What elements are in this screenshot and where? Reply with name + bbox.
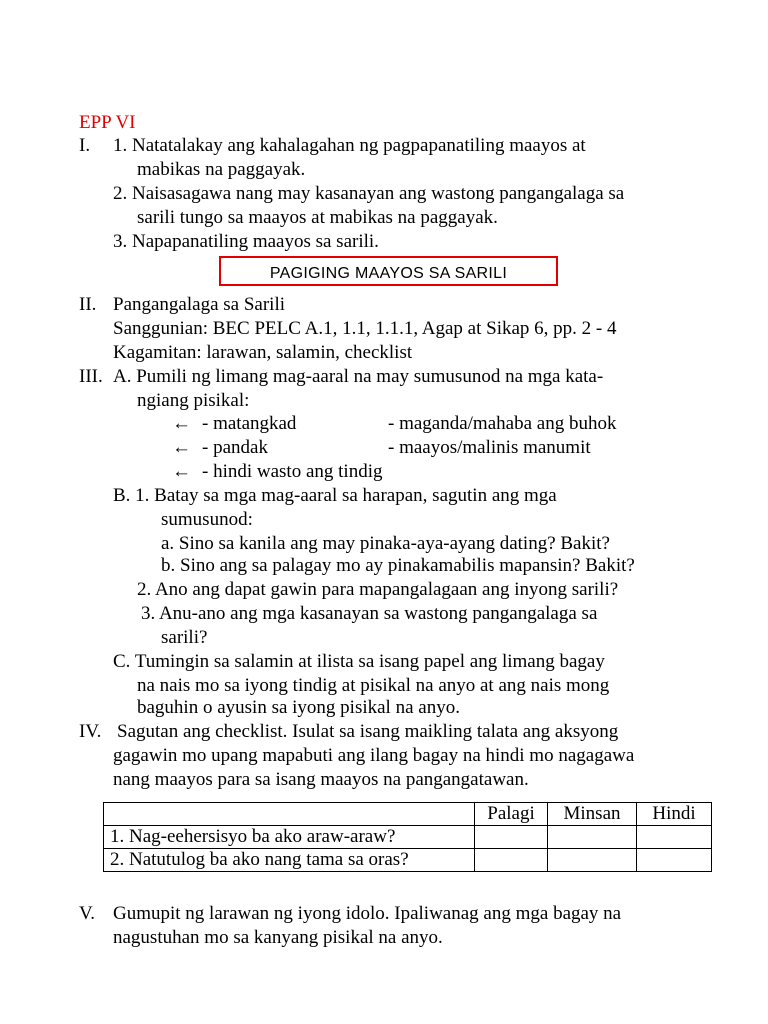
checklist-answer-cell[interactable] <box>637 826 712 849</box>
activity-c-line-2: na nais mo sa iyong tindig at pisikal na anyo at ang nais mong <box>137 675 610 696</box>
table-header-cell <box>104 803 475 826</box>
table-header-cell: Minsan <box>548 803 637 826</box>
trait-beautiful-hair: - maganda/mahaba ang buhok <box>388 413 617 434</box>
objective-3: 3. Napapanatiling maayos sa sarili. <box>113 231 379 252</box>
table-cell: 1. Nag-eehersisyo ba ako araw-araw? <box>104 826 475 849</box>
activity-c-line-3: baguhin o ayusin sa iyong pisikal na anyo. <box>137 697 460 718</box>
checklist-answer-cell[interactable] <box>548 849 637 872</box>
objective-2-line-2: sarili tungo sa maayos at mabikas na paggayak. <box>137 207 498 228</box>
arrow-left-icon: ← <box>172 437 191 458</box>
question-b3-line-1: 3. Anu-ano ang mga kasanayan sa wastong pangangalaga sa <box>141 603 598 624</box>
table-header-row <box>104 803 712 826</box>
trait-tall: - matangkad <box>202 413 297 434</box>
subject-title: EPP VI <box>79 112 136 133</box>
checklist-answer-cell[interactable] <box>475 849 548 872</box>
table-row <box>104 826 712 849</box>
question-b3-line-2: sarili? <box>161 627 208 648</box>
checklist-answer-cell[interactable] <box>475 826 548 849</box>
materials: Kagamitan: larawan, salamin, checklist <box>113 342 413 363</box>
activity-a-line-1: A. Pumili ng limang mag-aaral na may sumusunod na mga kata- <box>113 366 604 387</box>
section-v-numeral: V. <box>79 903 96 924</box>
checklist-table <box>103 802 712 872</box>
section-ii-numeral: II. <box>79 294 97 315</box>
section-i-numeral: I. <box>79 135 91 156</box>
references: Sanggunian: BEC PELC A.1, 1.1, 1.1.1, Agap at Sikap 6, pp. 2 - 4 <box>113 318 617 339</box>
arrow-left-icon: ← <box>172 461 191 482</box>
activity-c-line-1: C. Tumingin sa salamin at ilista sa isang papel ang limang bagay <box>113 651 605 672</box>
activity-a-line-2: ngiang pisikal: <box>137 390 250 411</box>
table-row <box>104 849 712 872</box>
objective-1-line-1: 1. Natatalakay ang kahalagahan ng pagpapanatiling maayos at <box>113 135 586 156</box>
table-cell: 2. Natutulog ba ako nang tama sa oras? <box>104 849 475 872</box>
question-b1b: b. Sino ang sa palagay mo ay pinakamabilis mapansin? Bakit? <box>161 555 635 576</box>
question-b2: 2. Ano ang dapat gawin para mapangalagaan ang inyong sarili? <box>137 579 619 600</box>
objective-2-line-1: 2. Naisasagawa nang may kasanayan ang wastong pangangalaga sa <box>113 183 625 204</box>
checklist-answer-cell[interactable] <box>548 826 637 849</box>
trait-neat-dresser: - maayos/malinis manumit <box>388 437 591 458</box>
objective-1-line-2: mabikas na paggayak. <box>137 159 306 180</box>
section-iii-numeral: III. <box>79 366 103 387</box>
subject-matter: Pangangalaga sa Sarili <box>113 294 286 315</box>
activity-b1-line-2: sumusunod: <box>161 509 253 530</box>
assignment-line-1: Gumupit ng larawan ng iyong idolo. Ipaliwanag ang mga bagay na <box>113 903 622 924</box>
lesson-title-box <box>219 256 558 286</box>
assignment-line-2: nagustuhan mo sa kanyang pisikal na anyo. <box>113 927 443 948</box>
lesson-title: PAGIGING MAAYOS SA SARILI <box>269 265 508 282</box>
section-iv-numeral: IV. <box>79 721 102 742</box>
checklist-answer-cell[interactable] <box>637 849 712 872</box>
table-header-cell: Palagi <box>475 803 548 826</box>
evaluation-line-1: Sagutan ang checklist. Isulat sa isang maikling talata ang aksyong <box>117 721 619 742</box>
trait-poor-posture: - hindi wasto ang tindig <box>202 461 383 482</box>
evaluation-line-2: gagawin mo upang mapabuti ang ilang bagay na hindi mo nagagawa <box>113 745 635 766</box>
arrow-left-icon: ← <box>172 413 191 434</box>
trait-short: - pandak <box>202 437 268 458</box>
question-b1a: a. Sino sa kanila ang may pinaka-aya-ayang dating? Bakit? <box>161 533 610 554</box>
evaluation-line-3: nang maayos para sa isang maayos na pangangatawan. <box>113 769 529 790</box>
activity-b1-line-1: B. 1. Batay sa mga mag-aaral sa harapan, sagutin ang mga <box>113 485 557 506</box>
table-header-cell: Hindi <box>637 803 712 826</box>
